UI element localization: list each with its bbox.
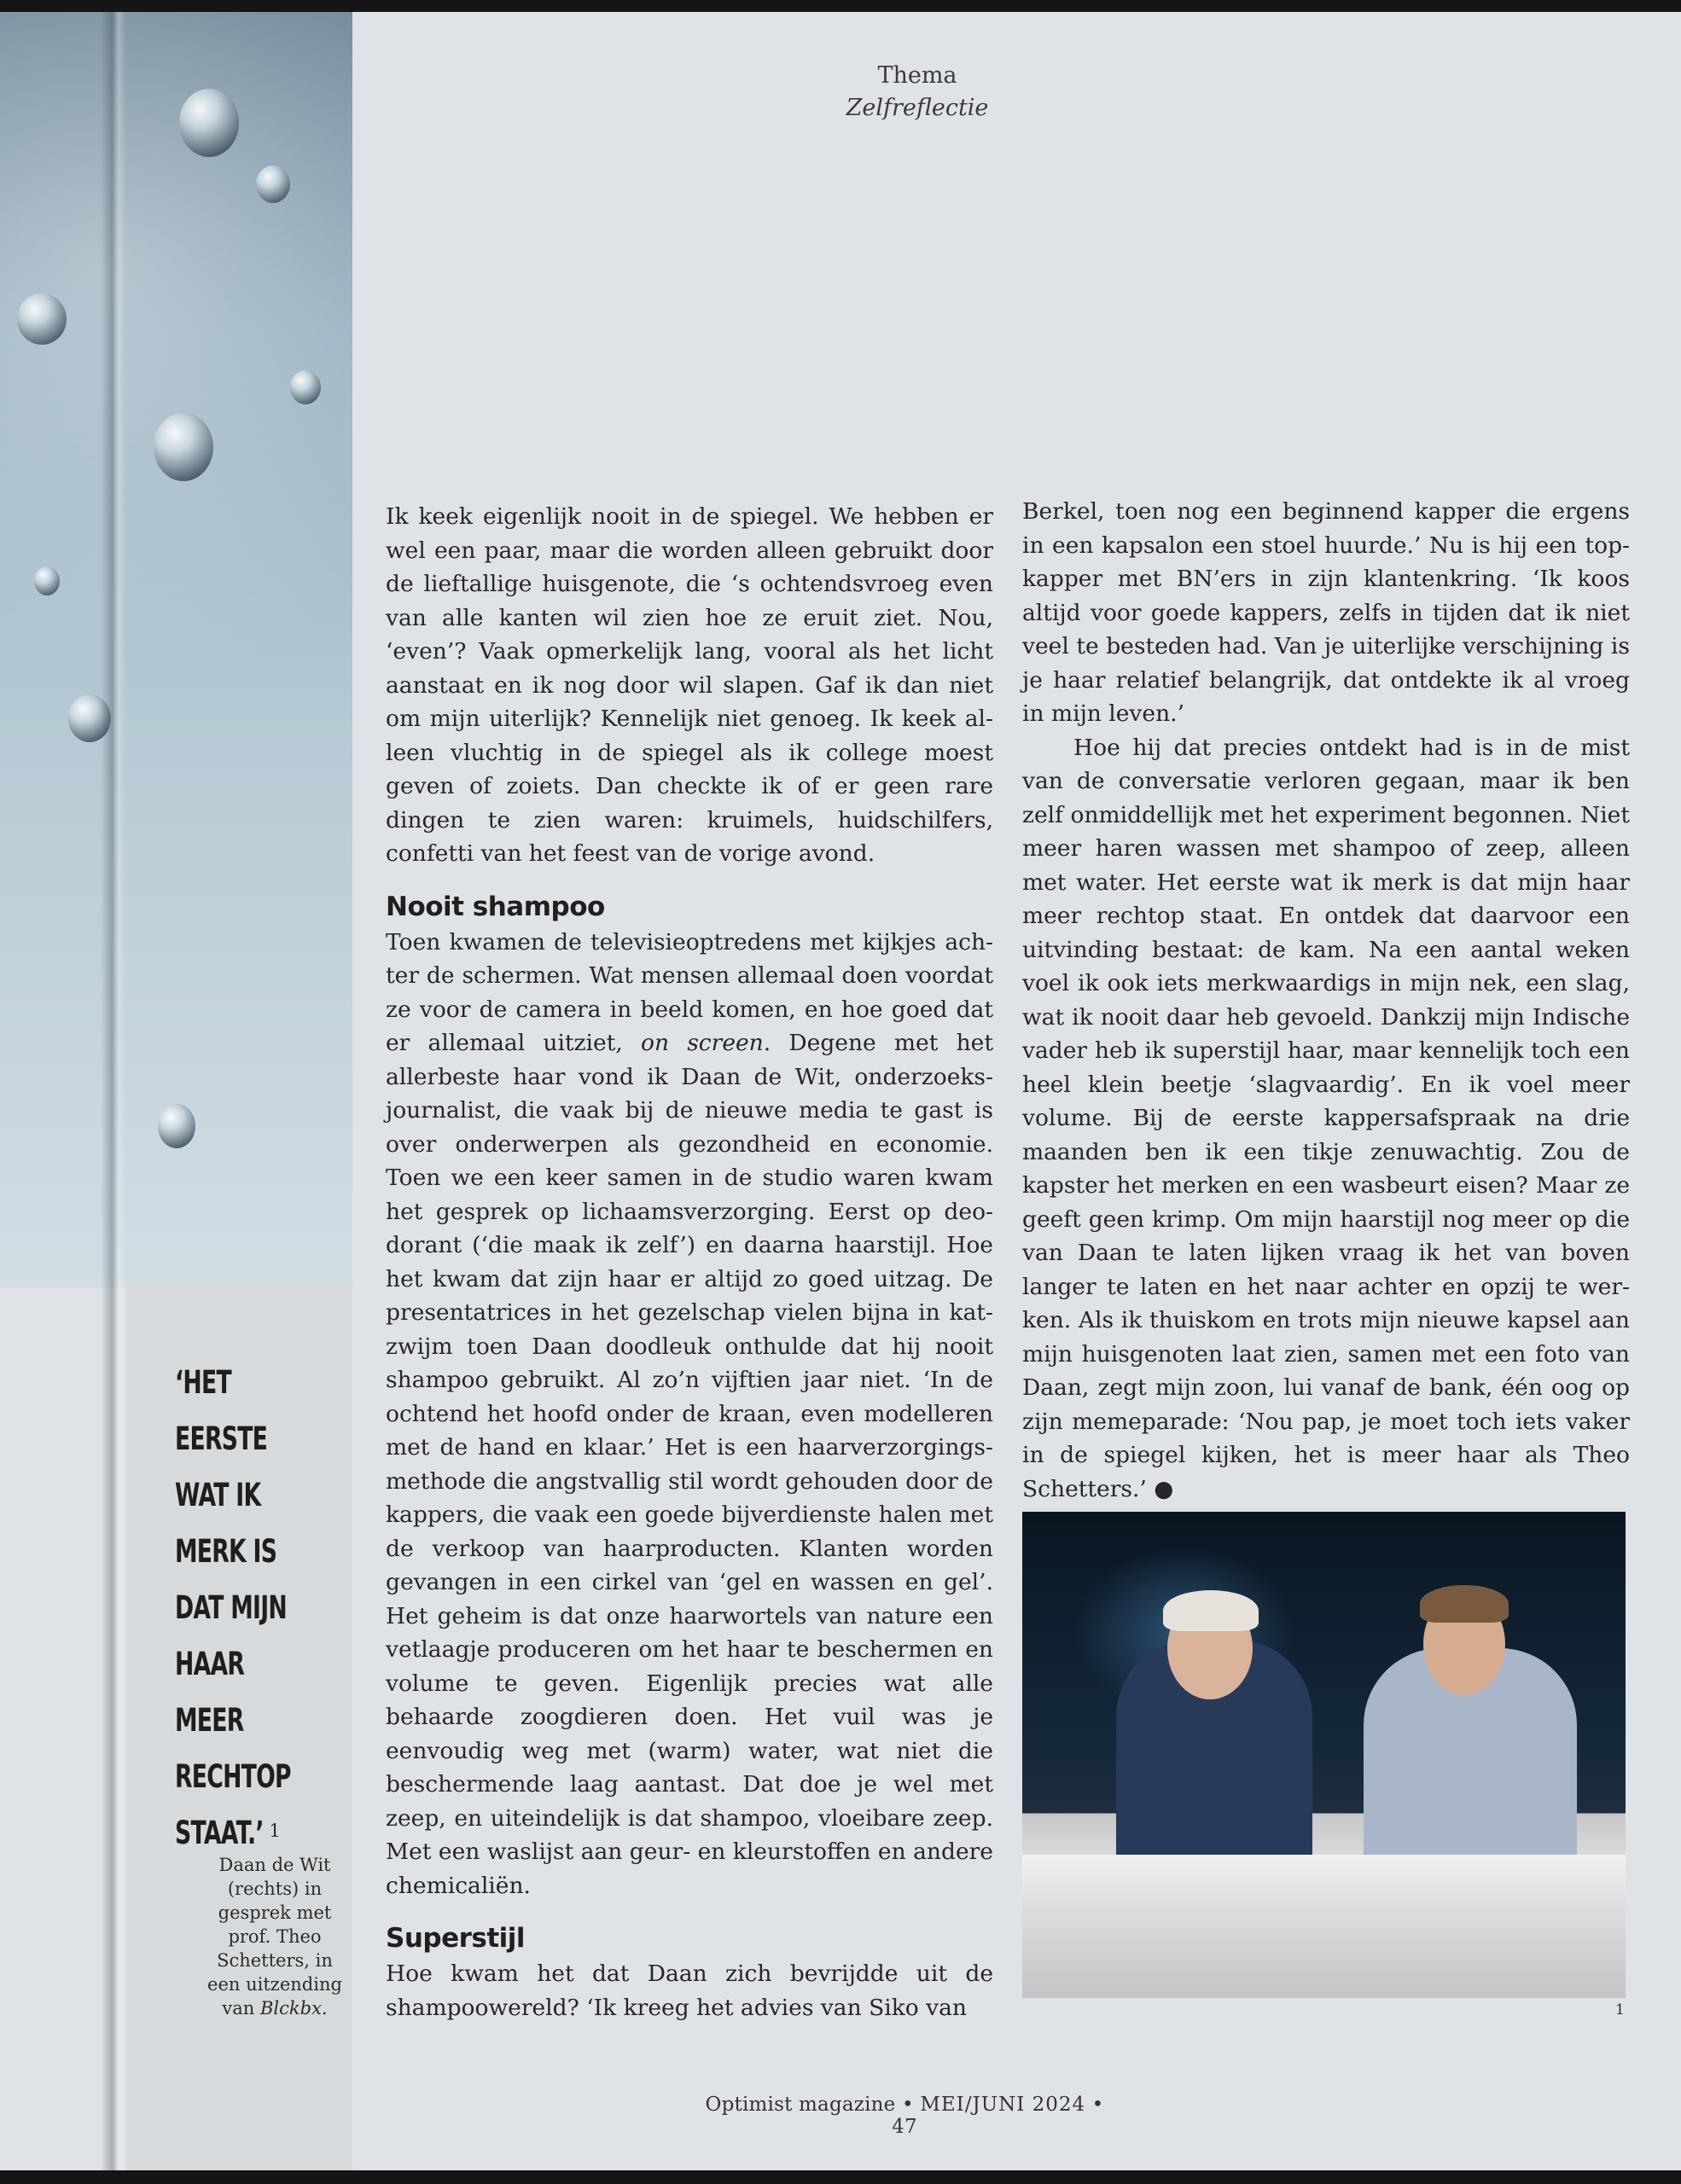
footer-separator: • xyxy=(1091,2094,1104,2116)
pull-quote: ‘HET EERSTE WAT IK MERK IS DAT MIJN HAAR MEER RECHTOP STAAT.’ xyxy=(175,1364,291,1851)
photo-number: 1 xyxy=(1615,2001,1625,2018)
photo-caption xyxy=(198,1819,352,2020)
studio-desk xyxy=(1022,1855,1626,1998)
person-hair xyxy=(1163,1590,1259,1631)
water-drop xyxy=(34,566,60,595)
water-drop xyxy=(256,166,290,203)
magazine-name: Optimist magazine xyxy=(705,2094,896,2116)
article-column-2 xyxy=(1022,495,1630,1506)
article-column-1 xyxy=(386,500,993,2024)
footer-separator: • xyxy=(902,2094,914,2116)
water-drop xyxy=(290,370,321,404)
caption-text: Daan de Wit (rechts) in gesprek met prof. Theo Schetters, in een uitzending van xyxy=(207,1855,342,2018)
magazine-page xyxy=(0,12,1681,2170)
paragraph: Berkel, toen nog een beginnend kapper die ergens in een kapsalon een stoel huurde.’ Nu is hij een topkapper met BN’ers in zijn klantenkring. ‘Ik koos altijd voor goede kappers, zelfs in tijden dat ik niet veel te besteden had. Van je uiterlijke verschijning is je haar relatief belangrijk, dat ontdekte ik al vroeg in mijn leven.’ xyxy=(1022,498,1630,727)
paragraph xyxy=(386,926,993,1903)
person-hair xyxy=(1420,1585,1509,1623)
water-drop xyxy=(17,293,67,345)
caption-source: Blckbx. xyxy=(260,1998,328,2018)
paragraph-text: . Degene met het allerbeste haar vond ik Daan de Wit, onderzoeksjournalist, die vaak bij de nieuwe media te gast is over onderwerpen als gezondheid en economie. Toen we een keer samen in de studio waren kwam het gesprek op lichaamsverzorging. Eerst op deodorant (‘die maak ik zelf’) en daarna haarstijl. Hoe het kwam dat zijn haar er altijd zo goed uitzag. De presentatrices in het gezelschap vielen bijna in katzwijm toen Daan doodleuk onthulde dat hij nooit shampoo gebruikt. Al zo’n vijftien jaar niet. ‘In de ochtend het hoofd onder de kraan, even modelleren met de hand en klaar.’ Het is een haarverzorgingsmethode die angstvallig stil wordt gehouden door de kappers, die vaak een goede bijverdienste halen met de verkoop van haarproducten. Klanten worden gevangen in een cirkel van ‘gel en wassen en gel’. Het geheim is dat onze haarwortels van nature een vetlaagje produceren om het haar te beschermen en volume te geven. Eigenlijk precies wat alle behaarde zoogdieren doen. Het vuil was je eenvoudig weg met (warm) water, wat niet die beschermende laag aantast. Dat doe je wel met zeep, en uiteindelijk is dat shampoo, vloeibare zeep. Met een waslijst aan geur- en kleurstoffen en andere chemicaliën. xyxy=(386,1030,993,1899)
section-header xyxy=(768,60,1067,125)
page-footer xyxy=(700,2094,1109,2138)
water-drop xyxy=(179,89,239,157)
section-label: Thema xyxy=(877,62,957,89)
page-number: 47 xyxy=(892,2116,917,2138)
water-drop xyxy=(154,413,213,481)
paragraph: Ik keek eigenlijk nooit in de spiegel. We hebben er wel een paar, maar die worden alleen gebruikt door de lieftallige huisgenote, die ‘s ochtendsvroeg even van alle kanten wil zien hoe ze eruit ziet. Nou, ‘even’? Vaak opmerkelijk lang, vooral als het licht aanstaat en ik nog door wil slapen. Gaf ik dan niet om mijn uiterlijk? Kennelijk niet genoeg. Ik keek alleen vluchtig in de spiegel als ik college moest geven of zoiets. Dan checkte ik of er geen rare dingen te zien waren: kruimels, huidschilfers, confetti van het feest van de vorige avond. xyxy=(386,503,993,867)
emphasis-text: on screen xyxy=(640,1030,764,1056)
paragraph xyxy=(1022,731,1630,1507)
water-drops-photo xyxy=(0,12,352,1287)
tv-studio-photo xyxy=(1022,1512,1626,1998)
page-spine-shadow xyxy=(101,12,126,2170)
paragraph: Hoe kwam het dat Daan zich bevrijdde uit de shampoowereld? ‘Ik kreeg het advies van Siko van xyxy=(386,1960,993,2021)
end-mark: ● xyxy=(1154,1475,1174,1502)
subheading-nooit-shampoo: Nooit shampoo xyxy=(386,891,605,922)
paragraph-text: Toen kwamen de televisieoptredens met kijkjes achter de schermen. Wat mensen allemaal doen voordat ze voor de camera in beeld komen, en hoe goed dat er allemaal uitziet, xyxy=(386,928,993,1056)
subsection-label: Zelfreflectie xyxy=(846,95,989,121)
issue-date: MEI/JUNI 2024 xyxy=(920,2094,1086,2116)
paragraph-text: Hoe hij dat precies ontdekt had is in de mist van de conversatie verloren gegaan, maar ik ben zelf onmiddellijk met het experiment begonnen. Niet meer haren wassen met shampoo of zeep, alleen met water. Het eerste wat ik merk is dat mijn haar meer rechtop staat. En ontdek dat daarvoor een uitvinding bestaat: de kam. Na een aantal weken voel ik ook iets merkwaardigs in mijn nek, een slag, wat ik nooit daar heb gevoeld. Dankzij mijn Indische vader heb ik superstijl haar, maar kennelijk toch een heel klein beetje ‘slagvaardig’. En ik voel meer volume. Bij de eerste kappersafspraak na drie maanden ben ik een tikje zenuwachtig. Zou de kapster het merken en een wasbeurt eisen? Maar ze geeft geen krimp. Om mijn haarstijl nog meer op die van Daan te laten lijken vraag ik het van boven langer te laten en het naar achter en opzij te werken. Als ik thuiskom en trots mijn nieuwe kapsel aan mijn huisgenoten laat zien, samen met een foto van Daan, zegt mijn zoon, lui vanaf de bank, één oog op zijn memeparade: ‘Nou pap, je moet toch iets vaker in de spiegel kijken, het is meer haar als Theo Schetters.’ xyxy=(1022,734,1630,1502)
water-drop xyxy=(158,1104,195,1148)
subheading-superstijl: Superstijl xyxy=(386,1923,526,1954)
caption-number: 1 xyxy=(269,1821,281,1841)
